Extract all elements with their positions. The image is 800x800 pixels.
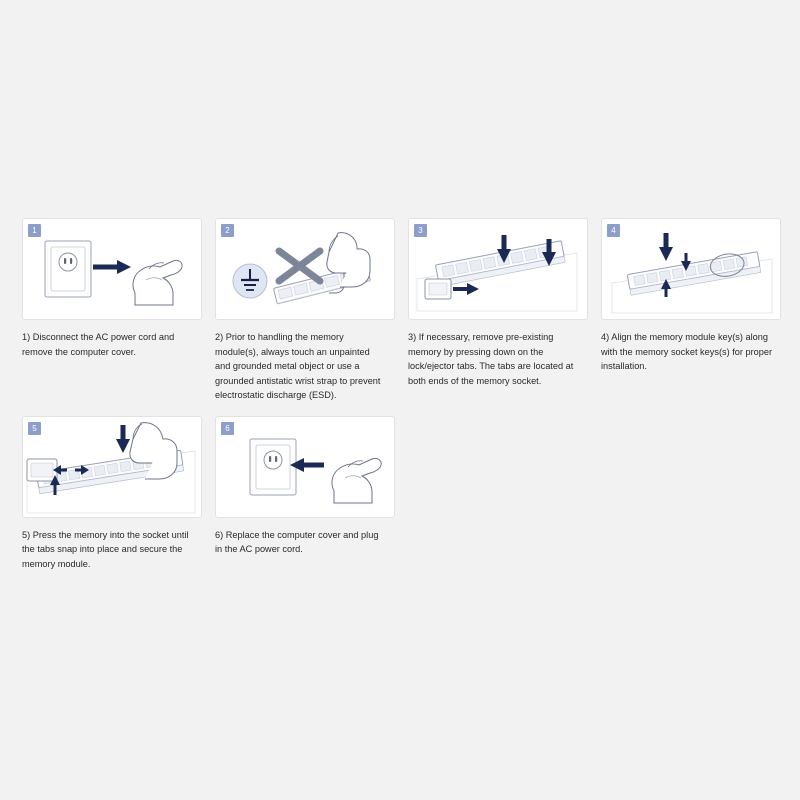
step-4 [593,218,786,403]
step-6-caption: 6) Replace the computer cover and plug in the AC power cord. [215,529,379,554]
step-4-caption: 4) Align the memory module key(s) along with the memory socket keys(s) for proper installation. [601,332,773,371]
step-3-badge: 3 [414,224,427,237]
wall-outlet-plug-in-hand-icon [216,417,394,517]
step-6 [207,416,400,572]
memory-socket-eject-tabs-icon [409,219,587,319]
memory-module-key-alignment-icon [602,219,780,319]
step-2 [207,218,400,403]
step-1-badge: 1 [28,224,41,237]
step-3 [400,218,593,403]
step-placeholder-1 [400,416,593,572]
step-1-caption: 1) Disconnect the AC power cord and remove the computer cover. [22,332,175,357]
step-4-badge: 4 [607,224,620,237]
press-memory-into-socket-icon [23,417,201,517]
step-6-illustration [215,416,395,518]
step-placeholder-2 [593,416,786,572]
wall-outlet-unplug-hand-icon [23,219,201,319]
steps-row-2 [14,416,786,572]
steps-grid [14,218,786,571]
step-1 [14,218,207,403]
step-3-caption: 3) If necessary, remove pre-existing memory by pressing down on the lock/ejector tabs. The tabs are located at both ends of the memory socket. [408,332,574,386]
step-2-caption: 2) Prior to handling the memory module(s), always touch an unpainted and grounded metal object or use a grounded antistatic wrist strap to prevent electrostatic discharge (ESD). [215,332,381,400]
steps-row-1 [14,218,786,403]
step-4-illustration [601,218,781,320]
step-1-illustration [22,218,202,320]
esd-ground-symbol-hand-memory-module-no-touch-icon [216,219,394,319]
step-2-illustration [215,218,395,320]
step-2-badge: 2 [221,224,234,237]
step-3-illustration [408,218,588,320]
step-6-badge: 6 [221,422,234,435]
step-5 [14,416,207,572]
step-5-illustration [22,416,202,518]
step-5-caption: 5) Press the memory into the socket until the tabs snap into place and secure the memory module. [22,529,189,569]
step-5-badge: 5 [28,422,41,435]
